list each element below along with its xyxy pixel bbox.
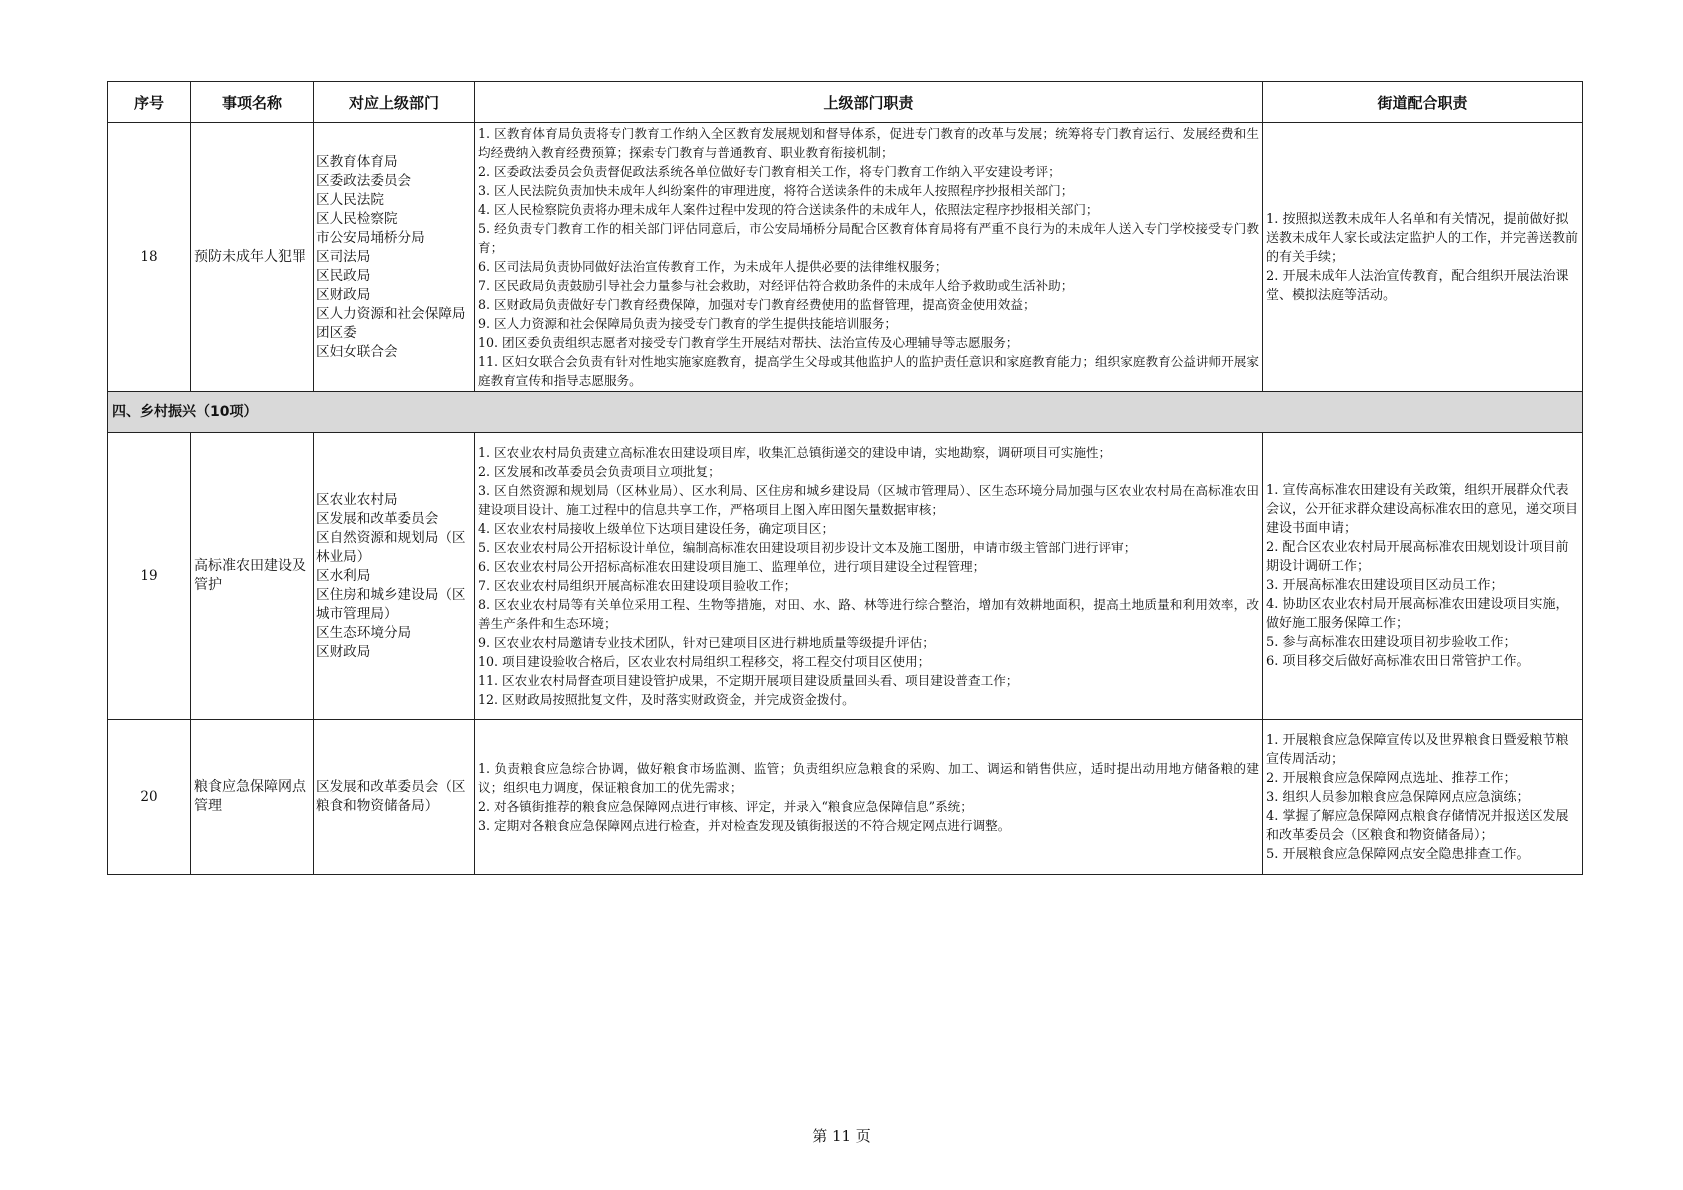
duty-item: 12. 区财政局按照批复文件，及时落实财政资金，并完成资金拨付。 (478, 692, 855, 707)
row-street-duties (1263, 433, 1583, 720)
duty-item: 3. 区自然资源和规划局（区林业局）、区水利局、区住房和城乡建设局（区城市管理局）、区生态环境分局加强与区农业农村局在高标准农田建设项目设计、施工过程中的信息共享工作，严格项目上图入库田图矢量数据审核； (478, 483, 1259, 517)
duty-item: 6. 区农业农村局公开招标高标准农田建设项目施工、监理单位，进行项目建设全过程管理； (478, 559, 986, 574)
street-duty-item: 2. 开展粮食应急保障网点选址、推荐工作； (1266, 770, 1517, 786)
duty-item: 7. 区民政局负责鼓励引导社会力量参与社会救助，对经评估符合救助条件的未成年人给予救助或生活补助； (478, 278, 1074, 293)
department-line: 区水利局 (316, 567, 371, 584)
department-line: 区人民法院 (316, 191, 384, 208)
page-number: 第 11 页 (812, 1127, 871, 1145)
duty-item: 3. 定期对各粮食应急保障网点进行检查，并对检查发现及镇街报送的不符合规定网点进行调整。 (478, 818, 1011, 833)
street-duty-item: 2. 开展未成年人法治宣传教育，配合组织开展法治课堂、模拟法庭等活动。 (1266, 268, 1569, 303)
street-duty-item: 3. 开展高标准农田建设项目区动员工作； (1266, 578, 1504, 593)
header-item-name: 事项名称 (191, 82, 314, 123)
table-row (108, 720, 1583, 875)
row-street-duties (1263, 123, 1583, 392)
street-duty-item: 1. 宣传高标准农田建设有关政策，组织开展群众代表会议，公开征求群众建设高标准农田的意见，递交项目建设书面申请； (1266, 483, 1579, 536)
table-header-row (108, 82, 1583, 123)
row-num: 20 (108, 720, 191, 875)
duty-item: 2. 区委政法委员会负责督促政法系统各单位做好专门教育相关工作，将专门教育工作纳入平安建设考评； (478, 164, 1061, 179)
duty-item: 2. 对各镇街推荐的粮食应急保障网点进行审核、评定，并录入“粮食应急保障信息”系统； (478, 799, 973, 814)
duty-item: 5. 区农业农村局公开招标设计单位，编制高标准农田建设项目初步设计文本及施工图册，申请市级主管部门进行评审； (478, 540, 1137, 555)
row-departments (314, 720, 475, 875)
street-duty-item: 1. 开展粮食应急保障宣传以及世界粮食日暨爱粮节粮宣传周活动； (1266, 732, 1569, 767)
duty-item: 11. 区农业农村局督查项目建设管护成果，不定期开展项目建设质量回头看、项目建设普查工作； (478, 673, 1019, 688)
duty-item: 10. 项目建设验收合格后，区农业农村局组织工程移交，将工程交付项目区使用； (478, 654, 931, 669)
department-line: 市公安局埇桥分局 (316, 229, 425, 246)
row-num: 18 (108, 123, 191, 392)
department-line: 区住房和城乡建设局（区城市管理局） (316, 586, 466, 622)
row-superior-duties (475, 720, 1263, 875)
department-line: 区财政局 (316, 286, 371, 303)
table-row (108, 433, 1583, 720)
header-street-duties: 街道配合职责 (1263, 82, 1583, 123)
row-item-name: 高标准农田建设及管护 (191, 433, 314, 720)
duty-table (107, 81, 1583, 875)
header-num: 序号 (108, 82, 191, 123)
row-num: 19 (108, 433, 191, 720)
department-line: 区自然资源和规划局（区林业局） (316, 529, 466, 565)
row-superior-duties (475, 433, 1263, 720)
section-title: 四、乡村振兴（10项） (108, 392, 1583, 433)
department-line: 区民政局 (316, 267, 371, 284)
street-duty-item: 4. 掌握了解应急保障网点粮食存储情况并报送区发展和改革委员会（区粮食和物资储备局）； (1266, 808, 1569, 843)
row-item-name: 粮食应急保障网点管理 (191, 720, 314, 875)
table-row (108, 123, 1583, 392)
row-item-name: 预防未成年人犯罪 (191, 123, 314, 392)
street-duty-item: 3. 组织人员参加粮食应急保障网点应急演练； (1266, 789, 1530, 805)
department-line: 区人民检察院 (316, 210, 398, 227)
street-duty-item: 5. 开展粮食应急保障网点安全隐患排查工作。 (1266, 846, 1530, 862)
row-departments (314, 123, 475, 392)
duty-item: 6. 区司法局负责协同做好法治宣传教育工作，为未成年人提供必要的法律维权服务； (478, 259, 948, 274)
duty-item: 2. 区发展和改革委员会负责项目立项批复； (478, 464, 721, 479)
department-line: 区发展和改革委员会 (316, 510, 439, 527)
duty-table-sheet (107, 81, 1582, 875)
duty-item: 4. 区人民检察院负责将办理未成年人案件过程中发现的符合送读条件的未成年人，依照法定程序抄报相关部门； (478, 202, 1099, 217)
duty-item: 5. 经负责专门教育工作的相关部门评估同意后，市公安局埇桥分局配合区教育体育局将有严重不良行为的未成年人送入专门学校接受专门教育； (478, 221, 1259, 255)
header-department: 对应上级部门 (314, 82, 475, 123)
duty-item: 4. 区农业农村局接收上级单位下达项目建设任务，确定项目区； (478, 521, 835, 536)
duty-item: 9. 区农业农村局邀请专业技术团队，针对已建项目区进行耕地质量等级提升评估； (478, 635, 935, 650)
street-duty-item: 4. 协助区农业农村局开展高标准农田建设项目实施，做好施工服务保障工作； (1266, 597, 1569, 631)
duty-item: 8. 区财政局负责做好专门教育经费保障，加强对专门教育经费使用的监督管理，提高资金使用效益； (478, 297, 1036, 312)
row-street-duties (1263, 720, 1583, 875)
street-duty-item: 2. 配合区农业农村局开展高标准农田规划设计项目前期设计调研工作； (1266, 540, 1569, 574)
duty-item: 11. 区妇女联合会负责有针对性地实施家庭教育，提高学生父母或其他监护人的监护责任意识和家庭教育能力；组织家庭教育公益讲师开展家庭教育宣传和指导志愿服务。 (478, 354, 1259, 388)
row-departments (314, 433, 475, 720)
duty-item: 10. 团区委负责组织志愿者对接受专门教育学生开展结对帮扶、法治宣传及心理辅导等志愿服务； (478, 335, 1019, 350)
row-superior-duties (475, 123, 1263, 392)
duty-item: 1. 区教育体育局负责将专门教育工作纳入全区教育发展规划和督导体系，促进专门教育的改革与发展；统筹将专门教育运行、发展经费和生均经费纳入教育经费预算；探索专门教育与普通教育、职业教育衔接机制； (478, 126, 1259, 160)
street-duty-item: 1. 按照拟送教未成年人名单和有关情况，提前做好拟送教未成年人家长或法定监护人的工作，并完善送教前的有关手续； (1266, 211, 1579, 265)
street-duty-item: 5. 参与高标准农田建设项目初步验收工作； (1266, 635, 1517, 650)
duty-item: 3. 区人民法院负责加快未成年人纠纷案件的审理进度，将符合送读条件的未成年人按照程序抄报相关部门； (478, 183, 1074, 198)
department-line: 区发展和改革委员会（区粮食和物资储备局） (316, 779, 466, 814)
duty-item: 9. 区人力资源和社会保障局负责为接受专门教育的学生提供技能培训服务； (478, 316, 898, 331)
department-line: 区财政局 (316, 643, 371, 660)
department-line: 区教育体育局 (316, 153, 398, 170)
duty-item: 7. 区农业农村局组织开展高标准农田建设项目验收工作； (478, 578, 797, 593)
department-line: 区生态环境分局 (316, 624, 412, 641)
section-row (108, 392, 1583, 433)
department-line: 团区委 (316, 324, 357, 341)
department-line: 区委政法委员会 (316, 172, 412, 189)
duty-item: 1. 负责粮食应急综合协调，做好粮食市场监测、监管；负责组织应急粮食的采购、加工、调运和销售供应，适时提出动用地方储备粮的建议；组织电力调度，保证粮食加工的优先需求； (478, 761, 1259, 795)
department-line: 区司法局 (316, 248, 371, 265)
header-superior-duties: 上级部门职责 (475, 82, 1263, 123)
department-line: 区农业农村局 (316, 491, 398, 508)
department-line: 区人力资源和社会保障局 (316, 305, 466, 322)
department-line: 区妇女联合会 (316, 343, 398, 360)
duty-item: 8. 区农业农村局等有关单位采用工程、生物等措施，对田、水、路、林等进行综合整治，增加有效耕地面积，提高土地质量和利用效率，改善生产条件和生态环境； (478, 597, 1259, 631)
street-duty-item: 6. 项目移交后做好高标准农田日常管护工作。 (1266, 654, 1530, 669)
duty-item: 1. 区农业农村局负责建立高标准农田建设项目库，收集汇总镇街递交的建设申请，实地勘察，调研项目可实施性； (478, 445, 1112, 460)
